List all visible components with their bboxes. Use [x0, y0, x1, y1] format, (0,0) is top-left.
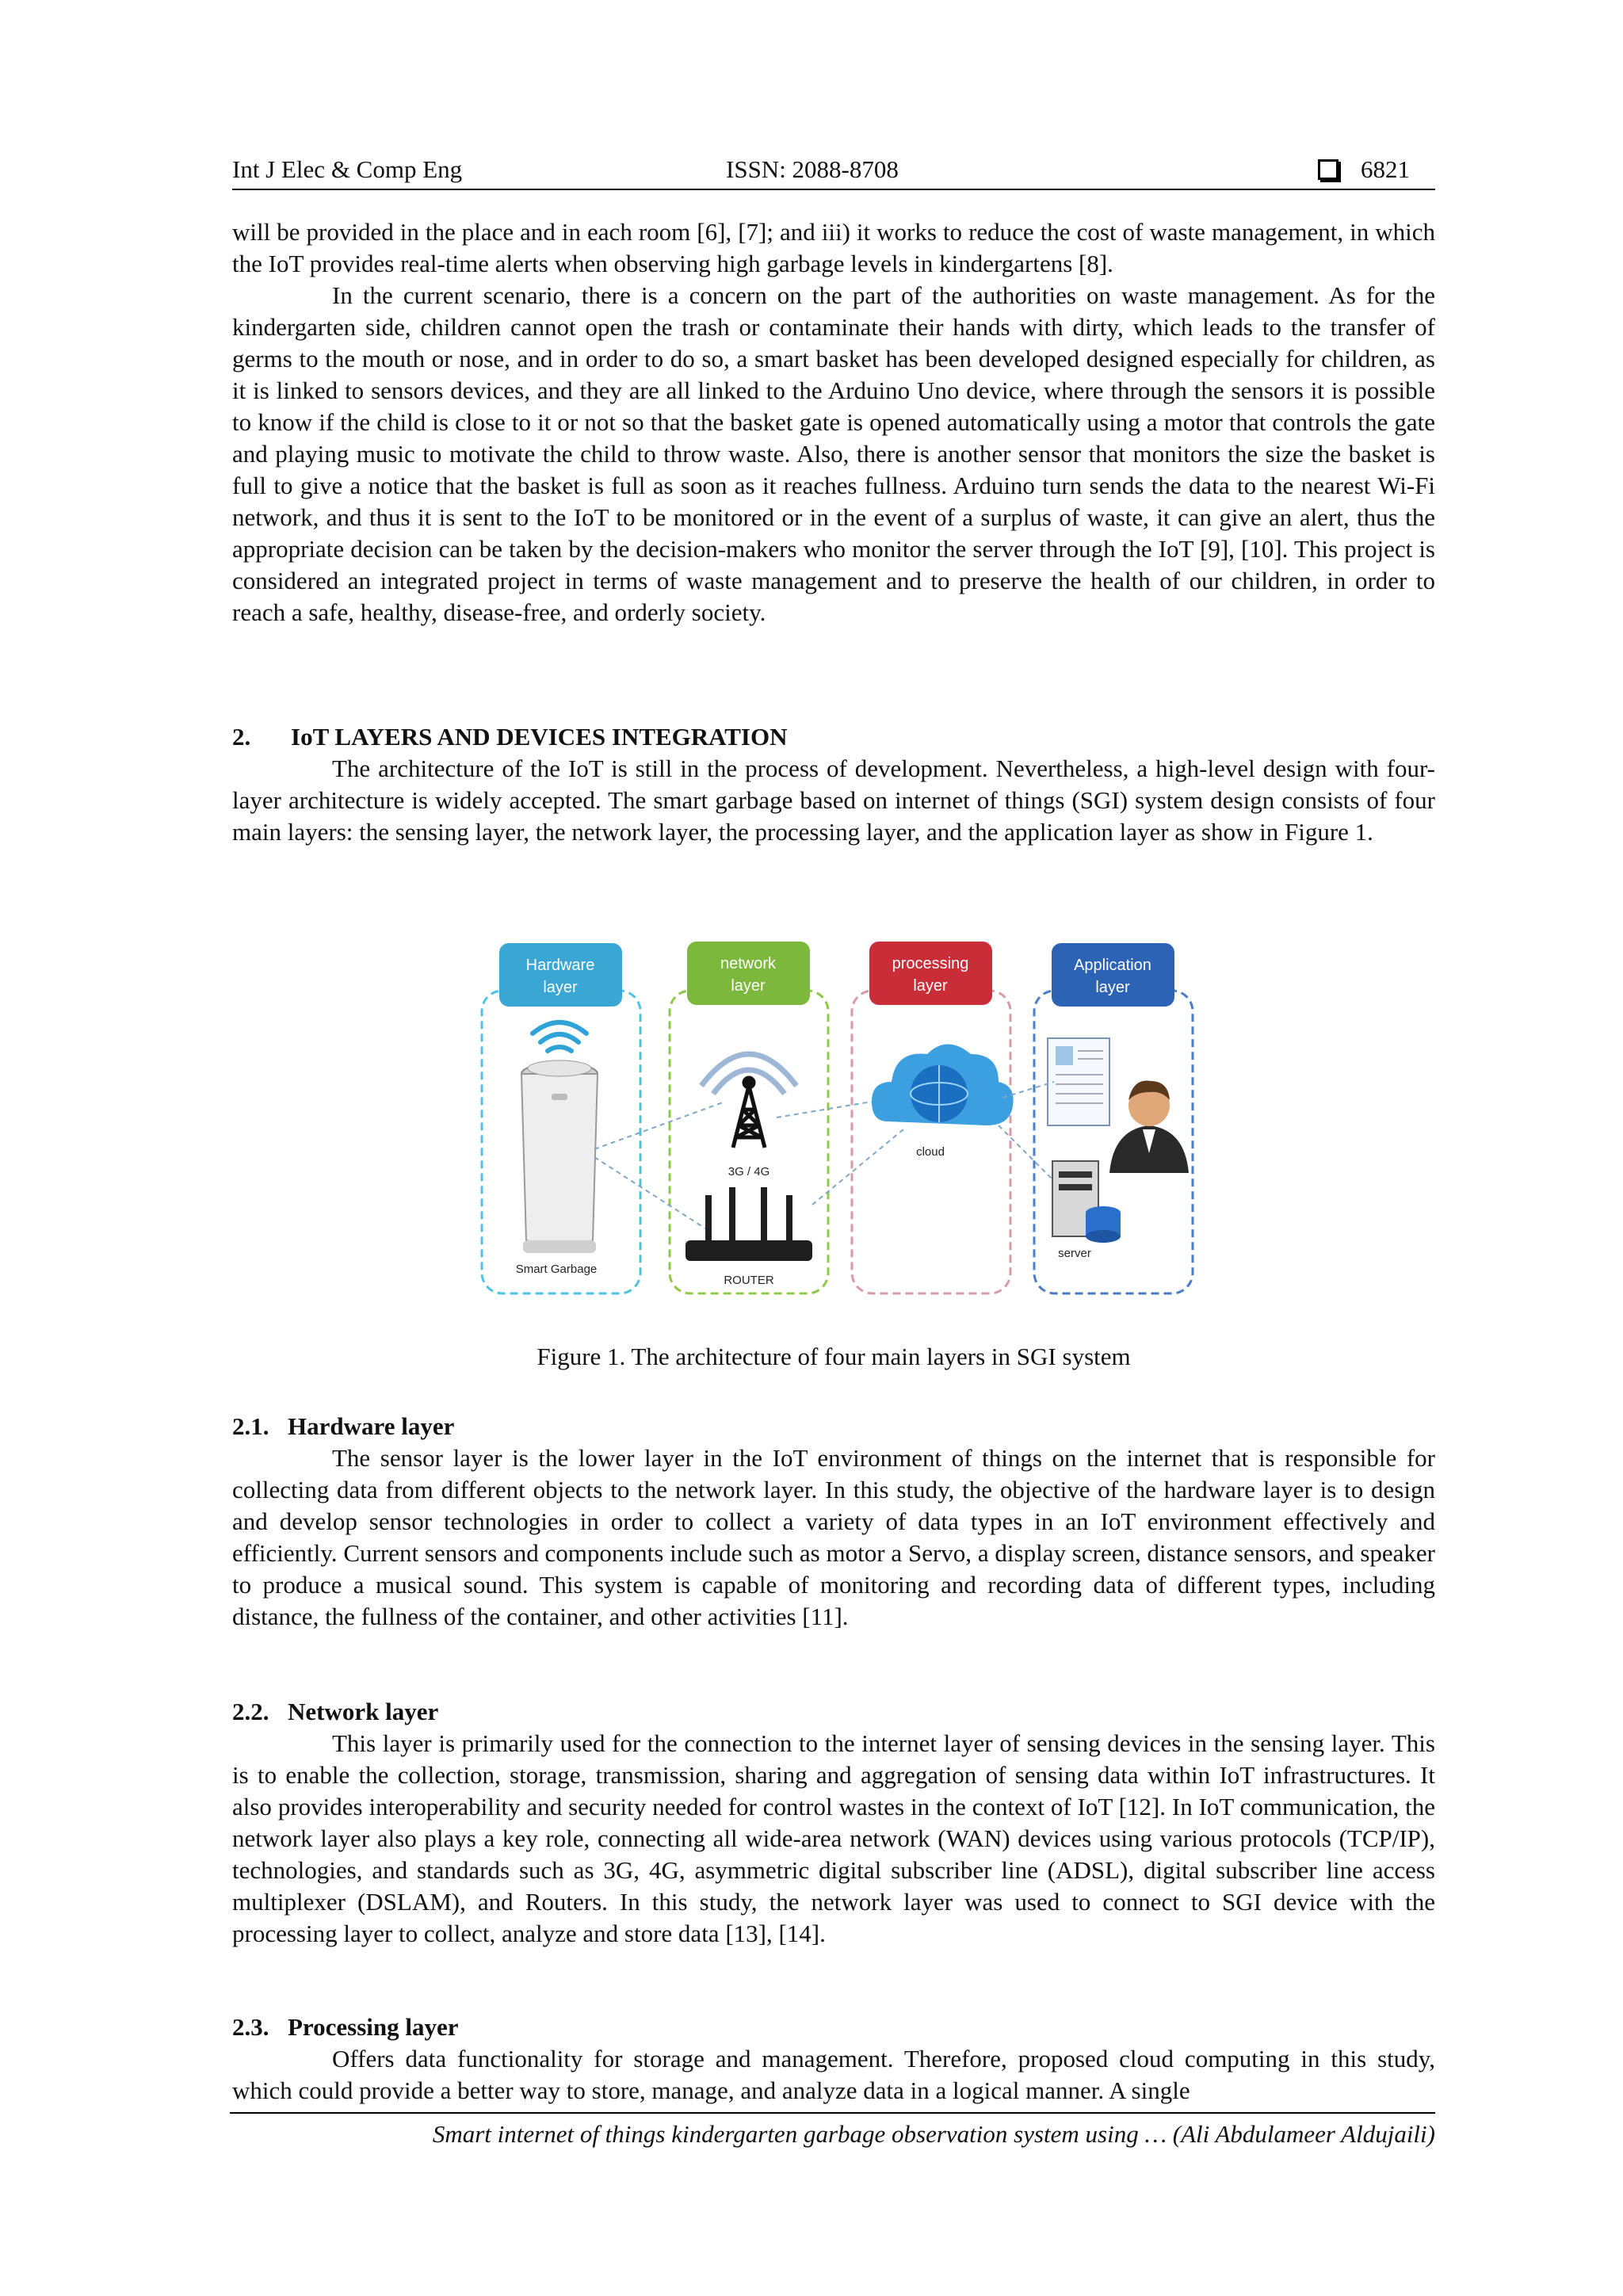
- section-2-2-paragraph: This layer is primarily used for the connection to the internet layer of sensing devices in the sensing layer. This is to enable the collection, storage, transmission, sharing and aggregation of sensing data within IoT infrastructures. It also provides interoperability and security needed for control wastes in the context of IoT [12]. In IoT communication, the network layer also plays a key role, connecting all wide-area network (WAN) devices using various protocols (TCP/IP), technologies, and standards such as 3G, 4G, asymmetric digital subscriber line (ADSL), digital subscriber line access multiplexer (DSLAM), and Routers. In this study, the network layer was used to connect to SGI device with the processing layer to collect, analyze and store data [13], [14].: [232, 1729, 1435, 1947]
- svg-text:layer: layer: [731, 977, 766, 995]
- subsection-title: Processing layer: [288, 2013, 459, 2041]
- page-number: 6821: [1361, 155, 1410, 183]
- processing-layer-header: [869, 942, 992, 1005]
- smart-garbage-label: Smart Garbage: [515, 1263, 598, 1276]
- journal-name: Int J Elec & Comp Eng: [232, 155, 463, 183]
- cloud-icon: [872, 1045, 1014, 1126]
- server-icon: [1052, 1161, 1121, 1243]
- router-icon: [685, 1187, 812, 1261]
- section-2-heading: [232, 721, 788, 753]
- section-2-paragraph: The architecture of the IoT is still in the process of development. Nevertheless, a high-level design with four-layer architecture is widely accepted. The smart garbage based on internet of things (SGI) system design consists of four main layers: the sensing layer, the network layer, the processing layer, and the application layer as show in Figure 1.: [232, 755, 1435, 846]
- server-label: server: [1058, 1247, 1091, 1260]
- processing-layer-frame: [852, 991, 1010, 1293]
- svg-text:layer: layer: [913, 977, 948, 995]
- svg-text:processing: processing: [892, 955, 969, 972]
- subsection-number: 2.3.: [232, 2013, 269, 2041]
- page-header: [232, 155, 1435, 190]
- section-2-3-heading: [232, 2011, 459, 2043]
- wifi-icon: [533, 1022, 586, 1051]
- network-layer-header: [687, 942, 810, 1005]
- document-icon: [1048, 1038, 1109, 1125]
- intro-paragraph-2: In the current scenario, there is a concern on the part of the authorities on waste management. As for the kindergarten side, children cannot open the trash or contaminate their hands with dirty, which leads to the transfer of germs to the mouth or nose, and in order to do so, a smart basket has been developed designed especially for children, as it is linked to sensors devices, and they are all linked to the Arduino Uno device, where through the sensors it is possible to know if the child is close to it or not so that the basket gate is opened automatically using a motor that controls the gate and playing music to motivate the child to throw waste. Also, there is another sensor that monitors the size the basket is full to give a notice that the basket is full as soon as it reaches fullness. Arduino turn sends the data to the nearest Wi-Fi network, and thus it is sent to the IoT to be monitored or in the event of a surplus of waste, it can give an alert, thus the appropriate decision can be taken by the decision-makers who monitor the server through the IoT [9], [10]. This project is considered an integrated project in terms of waste management and to preserve the health of our children, in order to reach a safe, healthy, disease-free, and orderly society.: [232, 281, 1435, 626]
- svg-text:Application: Application: [1074, 957, 1151, 974]
- intro-paragraph-1: will be provided in the place and in each room [6], [7]; and iii) it works to reduce the cost of waste management, in which the IoT provides real-time alerts when observing high garbage levels in kindergartens [8].: [232, 218, 1435, 277]
- businessman-icon: [1109, 1081, 1189, 1174]
- section-2-1-heading: [232, 1411, 454, 1442]
- section-2-1-paragraph: The sensor layer is the lower layer in the IoT environment of things on the internet that is responsible for collecting data from different objects to the network layer. In this study, the objective of the hardware layer is to design and develop sensor technologies in order to collect a variety of data types in an IoT environment effectively and efficiently. Current sensors and components include such as motor a Servo, a display screen, distance sensors, and speaker to produce a musical sound. This system is capable of monitoring and recording data of different types, including distance, the fullness of the container, and other activities [11].: [232, 1444, 1435, 1630]
- section-title: IoT LAYERS AND DEVICES INTEGRATION: [291, 723, 788, 751]
- page-footer: Smart internet of things kindergarten garbage observation system using … (Ali Abdulameer Aldujaili): [230, 2112, 1435, 2149]
- svg-text:Hardware: Hardware: [525, 957, 595, 974]
- figure-caption: Figure 1. The architecture of four main layers in SGI system: [537, 1343, 1131, 1370]
- router-label: ROUTER: [724, 1274, 774, 1287]
- issn: ISSN: 2088-8708: [726, 155, 899, 183]
- section-2-2-heading: [232, 1696, 438, 1728]
- smart-garbage-icon: [521, 1060, 598, 1253]
- svg-text:network: network: [720, 955, 777, 972]
- hardware-layer-header: [499, 943, 622, 1007]
- subsection-number: 2.2.: [232, 1698, 269, 1725]
- application-layer-header: [1052, 943, 1174, 1007]
- cell-tower-icon: [733, 1078, 765, 1148]
- cloud-label: cloud: [916, 1145, 945, 1159]
- svg-text:layer: layer: [1095, 979, 1130, 996]
- page-number-group: [1318, 155, 1410, 184]
- subsection-title: Network layer: [288, 1698, 439, 1725]
- architecture-figure: [475, 935, 1197, 1300]
- subsection-title: Hardware layer: [288, 1412, 455, 1440]
- svg-text:layer: layer: [543, 979, 578, 996]
- section-number: 2.: [232, 723, 251, 751]
- section-2-3-paragraph: Offers data functionality for storage and management. Therefore, proposed cloud computing in this study, which could provide a better way to store, manage, and analyze data in a logical manner. A single: [232, 2045, 1435, 2104]
- subsection-number: 2.1.: [232, 1412, 269, 1440]
- checkbox-square-icon: [1318, 159, 1338, 180]
- network-label: 3G / 4G: [727, 1165, 770, 1179]
